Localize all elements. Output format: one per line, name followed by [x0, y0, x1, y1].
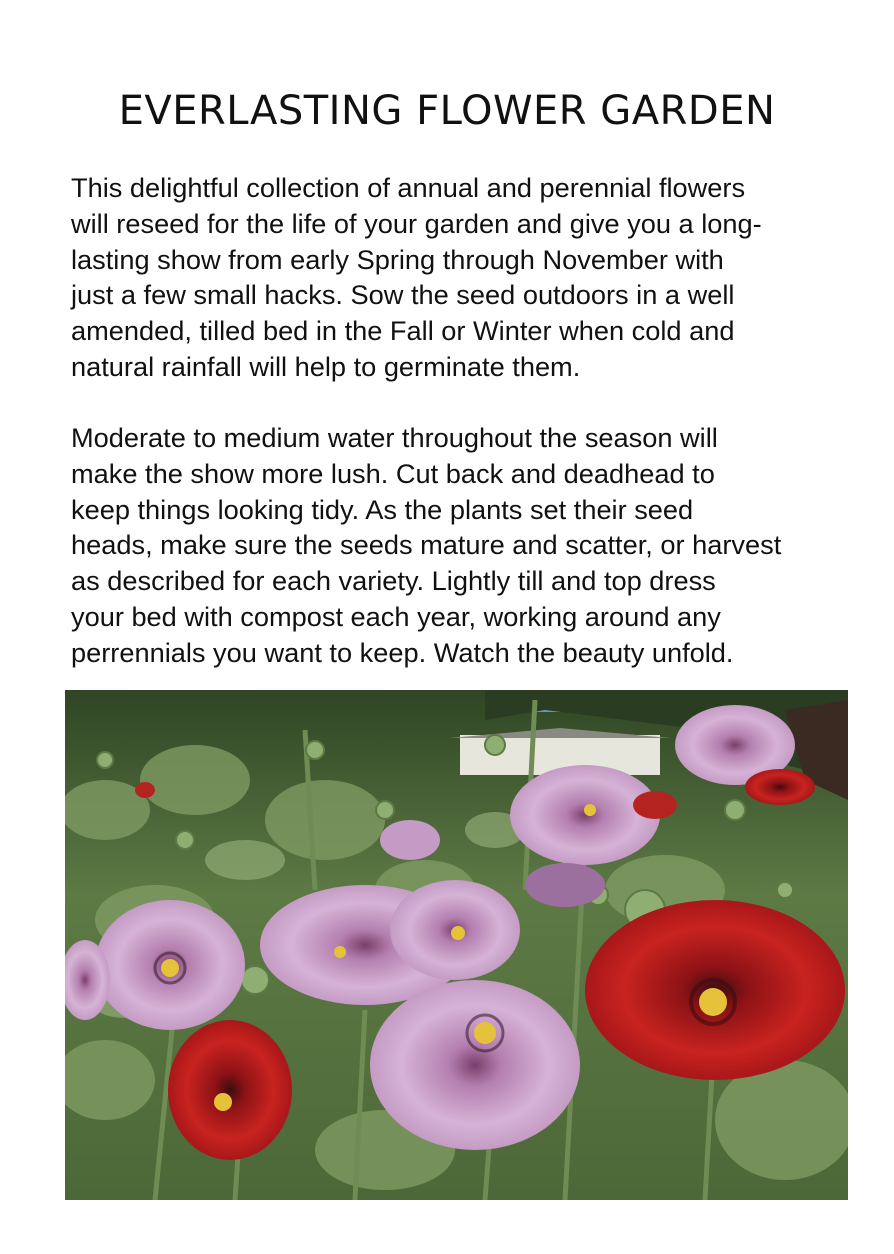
care-paragraph: Moderate to medium water throughout the season will make the show more lush. Cut back and deadhead to keep things looking tidy. As the plants set their seed heads, make sure the seeds mature and scatter, or harvest as described for each variety. Lightly till and top dress your bed with compost each year, working around any perrennials you want to keep. Watch the beauty unfold. [71, 422, 782, 668]
poppy-garden-photo [65, 690, 848, 1200]
page-title: EVERLASTING FLOWER GARDEN [118, 88, 776, 134]
intro-paragraph: This delightful collection of annual and perennial flowers will reseed for the life of your garden and give you a long- lasting show from early Spring through November with just a few small hacks. Sow the seed outdoors in a well amended, tilled bed in the Fall or Winter when cold and natural rainfall will help to germinate them. [71, 172, 762, 382]
